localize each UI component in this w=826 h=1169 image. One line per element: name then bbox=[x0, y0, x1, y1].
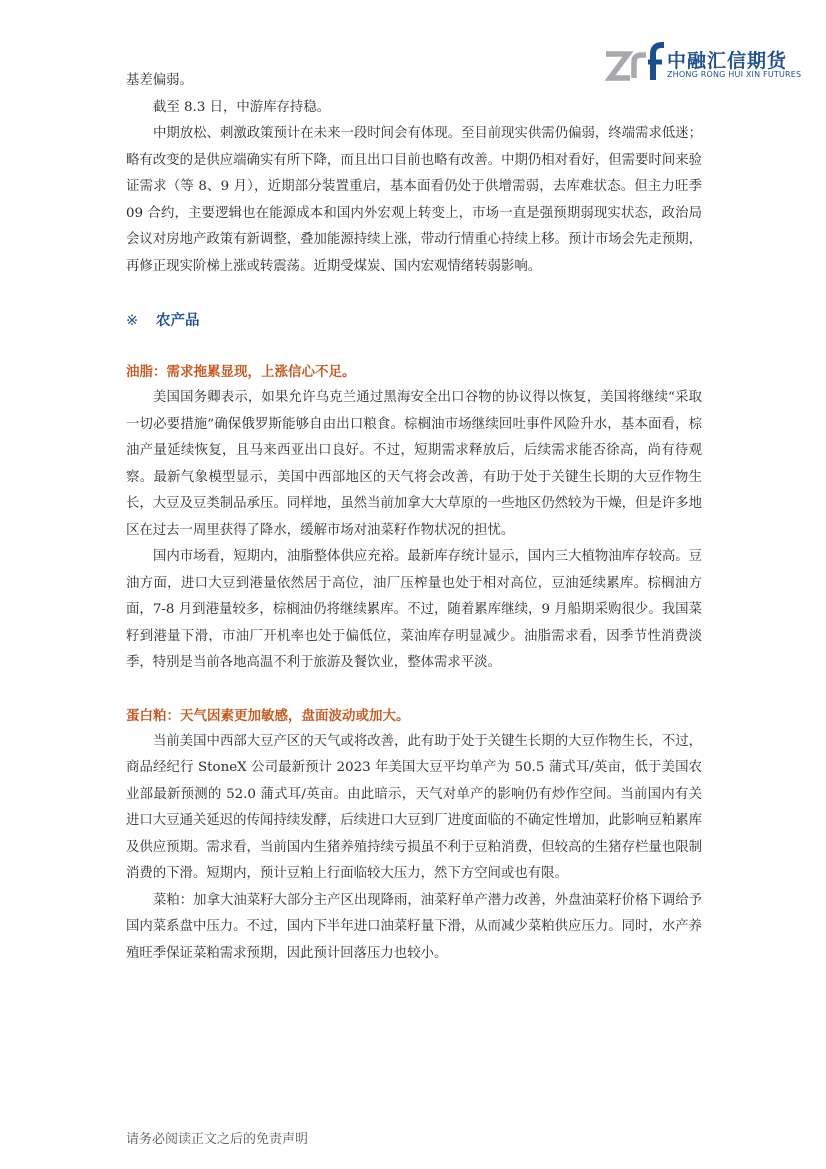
paragraph-outlook: 中期放松、刺激政策预计在未来一段时间会有体现。至目前现实供需仍偏弱，终端需求低迷；略有改变的是供应端确实有所下降，而且出口目前也略有改善。中期仍相对看好，但需要时间来验证需求（等 8、9 月），近期部分装置重启，基本面看仍处于供增需弱，去库难状态。但主力旺季 09 合约，主要逻辑也在能源成本和国内外宏观上转变上，市场一直是强预期弱现实状态，政治局会议对房地产政策有新调整，叠加能源持续上涨，带动行情重心持续上移。预计市场会先走预期，再修正现实阶梯上涨或转震荡。近期受煤炭、国内宏观情绪转弱影响。 bbox=[126, 126, 703, 274]
logo-english-name: ZHONG RONG HUI XIN FUTURES bbox=[667, 70, 802, 79]
section-title-agriculture bbox=[126, 308, 702, 334]
paragraph-inventory: 截至 8.3 日，中游库存持稳。 bbox=[153, 99, 331, 115]
section-title-text: 农产品 bbox=[156, 313, 200, 329]
heading-protein-meal: 蛋白粕：天气因素更加敏感，盘面波动或加大。 bbox=[126, 707, 410, 724]
paragraph-oils-international: 美国国务卿表示，如果允许乌克兰通过黑海安全出口谷物的协议得以恢复，美国将继续“采取一切必要措施”确保俄罗斯能够自由出口粮食。棕榈油市场继续回吐事件风险升水，基本面看，棕油产量延续恢复，且马来西亚出口良好。不过，短期需求释放后，后续需求能否徐高，尚有待观察。最新气象模型显示，美国中西部地区的天气将会改善，有助于处于关键生长期的大豆作物生长，大豆及豆类制品承压。同样地，虽然当前加拿大大草原的一些地区仍然较为干燥，但是许多地区在过去一周里获得了降水，缓解市场对油菜籽作物状况的担忧。 bbox=[126, 390, 702, 538]
document-body bbox=[126, 68, 702, 967]
paragraph-soymeal: 当前美国中西部大豆产区的天气或将改善，此有助于处于关键生长期的大豆作物生长，不过，商品经纪行 StoneX 公司最新预计 2023 年美国大豆平均单产为 50.5 蒲式耳/英亩，低于美国农业部最新预测的 52.0 蒲式耳/英亩。由此暗示，天气对单产的影响仍有炒作空间。当前国内有关进口大豆通关延迟的传闻持续发酵，后续进口大豆到厂进度面临的不确定性增加，此影响豆粕累库及供应预期。需求看，当前国内生猪养殖持续亏损虽不利于豆粕消费，但较高的生猪存栏量也限制消费的下滑。短期内，预计豆粕上行面临较大压力，然下方空间或也有限。 bbox=[126, 733, 703, 881]
paragraph-oils-domestic: 国内市场看，短期内，油脂整体供应充裕。最新库存统计显示，国内三大植物油库存较高。豆油方面，进口大豆到港量依然居于高位，油厂压榨量也处于相对高位，豆油延续累库。棕榈油方面，7-8 月到港量较多，棕榈油仍将继续累库。不过，随着累库继续，9 月船期采购很少。我国菜籽到港量下滑，市油厂开机率也处于偏低位，菜油库存明显减少。油脂需求看，因季节性消费淡季，特别是当前各地高温不利于旅游及餐饮业，整体需求平淡。 bbox=[126, 549, 703, 670]
paragraph-rapeseed-meal: 菜粕：加拿大油菜籽大部分主产区出现降雨，油菜籽单产潜力改善，外盘油菜籽价格下调给予国内菜系盘中压力。不过，国内下半年进口油菜籽量下滑，从而减少菜粕供应压力。同时，水产养殖旺季保证菜粕需求预期，因此预计回落压力也较小。 bbox=[126, 892, 703, 961]
logo-chinese-name: 中融汇信期货 bbox=[667, 50, 788, 72]
footer-disclaimer: 请务必阅读正文之后的免责声明 bbox=[126, 1132, 309, 1147]
reference-mark-icon: ※ bbox=[126, 313, 139, 329]
paragraph-basis: 基差偏弱。 bbox=[126, 73, 193, 88]
heading-oils: 油脂：需求拖累显现，上涨信心不足。 bbox=[126, 364, 356, 380]
